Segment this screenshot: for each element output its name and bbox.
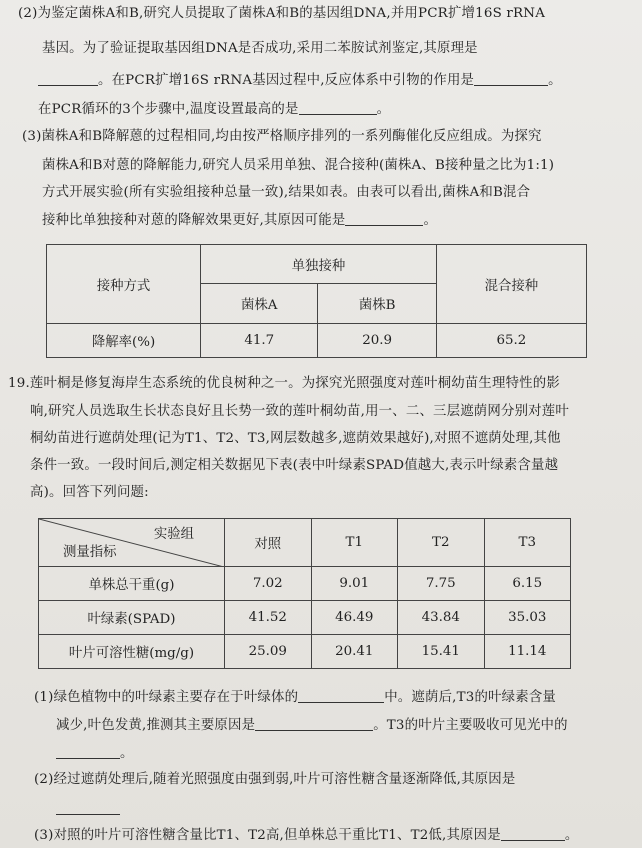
col-header: 对照 bbox=[225, 519, 312, 567]
answer-blank[interactable] bbox=[298, 688, 384, 703]
q19-intro-line2: 响,研究人员选取生长状态良好且长势一致的莲叶桐幼苗,用一、二、三层遮荫网分别对莲叶 bbox=[30, 404, 569, 419]
answer-blank[interactable] bbox=[474, 71, 548, 86]
cell-value: 20.41 bbox=[311, 635, 398, 669]
row-label-degradation: 降解率(%) bbox=[47, 324, 201, 358]
answer-blank[interactable] bbox=[299, 100, 377, 115]
corner-bottom-label: 测量指标 bbox=[63, 545, 117, 560]
cell-value: 7.02 bbox=[225, 567, 312, 601]
cell-value: 25.09 bbox=[225, 635, 312, 669]
col-header: T1 bbox=[311, 519, 398, 567]
corner-header bbox=[39, 519, 225, 567]
q18-p3-line1: (3)菌株A和B降解蒽的过程相同,均由按严格顺序排列的一系列酶催化反应组成。为探究 bbox=[22, 129, 542, 144]
q19-s2: (2)经过遮荫处理后,随着光照强度由强到弱,叶片可溶性糖含量逐渐降低,其原因是 bbox=[34, 772, 516, 787]
table-row bbox=[39, 601, 571, 635]
q19-intro-line3: 桐幼苗进行遮荫处理(记为T1、T2、T3,网层数越多,遮荫效果越好),对照不遮荫处理,其他 bbox=[30, 431, 561, 446]
header-method: 接种方式 bbox=[47, 245, 201, 324]
cell-value: 35.03 bbox=[484, 601, 571, 635]
row-label: 叶绿素(SPAD) bbox=[39, 601, 225, 635]
table-row bbox=[39, 567, 571, 601]
col-header: T2 bbox=[398, 519, 485, 567]
q19-intro-line1: 19.莲叶桐是修复海岸生态系统的优良树种之一。为探究光照强度对莲叶桐幼苗生理特性的影 bbox=[8, 376, 560, 391]
q19-s1-line1: (1)绿色植物中的叶绿素主要存在于叶绿体的 中。遮荫后,T3的叶绿素含量 bbox=[34, 690, 557, 705]
answer-blank[interactable] bbox=[38, 71, 98, 86]
q19-s3: (3)对照的叶片可溶性糖含量比T1、T2高,但单株总干重比T1、T2低,其原因是 。 bbox=[34, 828, 579, 843]
q18-p2-line2: 基因。为了验证提取基因组DNA是否成功,采用二苯胺试剂鉴定,其原理是 bbox=[42, 41, 478, 56]
cell-value: 7.75 bbox=[398, 567, 485, 601]
q19-s1-line2: 减少,叶色发黄,推测其主要原因是 。T3的叶片主要吸收可见光中的 bbox=[56, 718, 568, 733]
q19-s1-line3: 。 bbox=[56, 744, 642, 763]
q19-intro-line5: 高)。回答下列问题: bbox=[30, 485, 149, 500]
value-strain-a: 41.7 bbox=[201, 324, 318, 358]
q18-p2-line1: (2)为鉴定菌株A和B,研究人员提取了菌株A和B的基因组DNA,并用PCR扩增16S rRNA bbox=[18, 6, 546, 21]
value-mixed: 65.2 bbox=[436, 324, 586, 358]
header-strain-a: 菌株A bbox=[201, 284, 318, 324]
row-label: 叶片可溶性糖(mg/g) bbox=[39, 635, 225, 669]
table-row bbox=[39, 635, 571, 669]
row-label: 单株总干重(g) bbox=[39, 567, 225, 601]
corner-top-label: 实验组 bbox=[153, 527, 194, 542]
cell-value: 15.41 bbox=[398, 635, 485, 669]
header-strain-b: 菌株B bbox=[318, 284, 436, 324]
cell-value: 41.52 bbox=[225, 601, 312, 635]
cell-value: 11.14 bbox=[484, 635, 571, 669]
cell-value: 6.15 bbox=[484, 567, 571, 601]
q18-p2-line4: 在PCR循环的3个步骤中,温度设置最高的是 。 bbox=[38, 102, 391, 117]
q18-p3-line2: 菌株A和B对蒽的降解能力,研究人员采用单独、混合接种(菌株A、B接种量之比为1:1) bbox=[42, 158, 555, 173]
q19-s2-blank-line bbox=[56, 800, 642, 819]
cell-value: 46.49 bbox=[311, 601, 398, 635]
col-header: T3 bbox=[484, 519, 571, 567]
answer-blank[interactable] bbox=[255, 716, 373, 731]
header-single: 单独接种 bbox=[201, 245, 437, 284]
seedling-table bbox=[38, 518, 571, 669]
answer-blank[interactable] bbox=[56, 800, 120, 815]
degradation-table bbox=[46, 244, 587, 358]
answer-blank[interactable] bbox=[345, 211, 423, 226]
answer-blank[interactable] bbox=[501, 826, 565, 841]
value-strain-b: 20.9 bbox=[318, 324, 436, 358]
cell-value: 9.01 bbox=[311, 567, 398, 601]
q18-p2-line3: 。在PCR扩增16S rRNA基因过程中,反应体系中引物的作用是 。 bbox=[38, 71, 642, 90]
header-mixed: 混合接种 bbox=[436, 245, 586, 324]
q19-intro-line4: 条件一致。一段时间后,测定相关数据见下表(表中叶绿素SPAD值越大,表示叶绿素含量越 bbox=[30, 458, 559, 473]
cell-value: 43.84 bbox=[398, 601, 485, 635]
q18-p3-line3: 方式开展实验(所有实验组接种总量一致),结果如表。由表可以看出,菌株A和B混合 bbox=[42, 185, 531, 200]
q18-p3-line4: 接种比单独接种对蒽的降解效果更好,其原因可能是 。 bbox=[42, 213, 438, 228]
answer-blank[interactable] bbox=[56, 744, 120, 759]
